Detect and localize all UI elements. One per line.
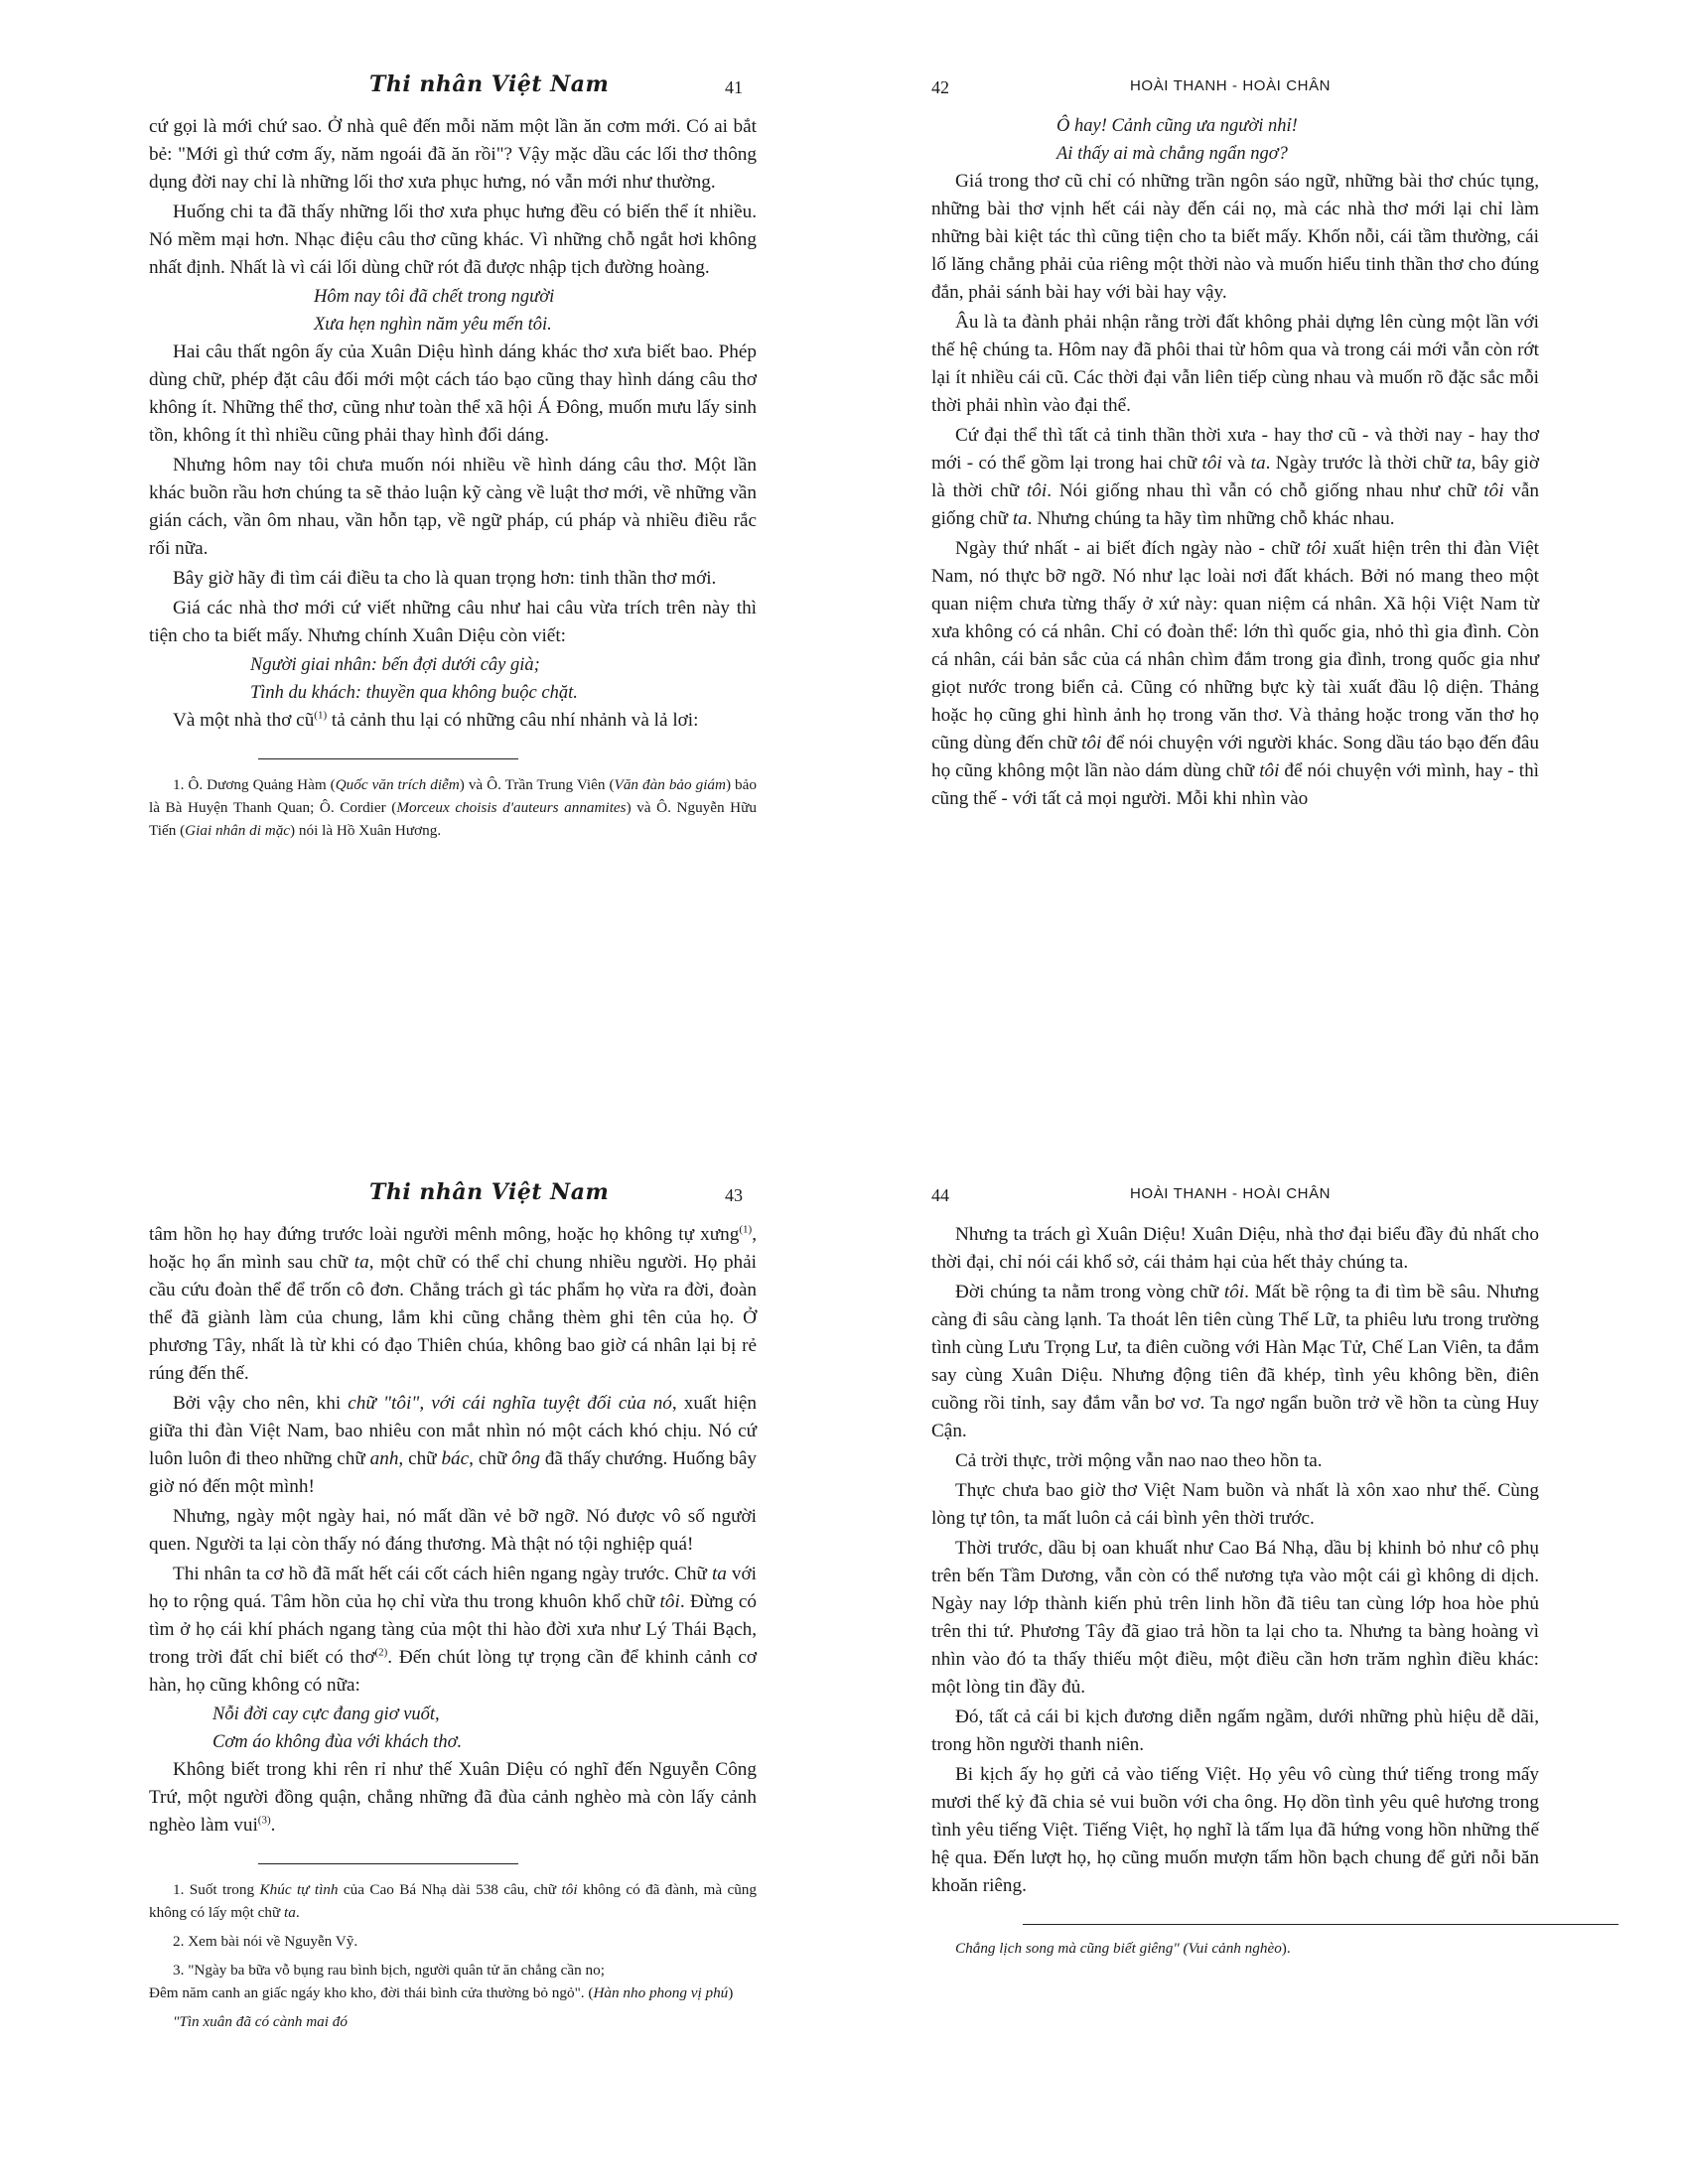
paragraph: cứ gọi là mới chứ sao. Ở nhà quê đến mỗi năm một lần ăn cơm mới. Có ai bắt bẻ: "Mới gì thứ cơm ấy, năm ngoái đã ăn rồi"? Vậy mặc dầu các lối thơ thông dụng đời nay chỉ là những lối thơ xưa phục hưng, nó vẫn mới như thường.: [149, 116, 757, 193]
running-header: [931, 1177, 1539, 1221]
verse-line: Tình du khách: thuyền qua không buộc chặt.: [250, 682, 578, 703]
footnote: "Tìn xuân đã có cành mai đó: [173, 2013, 348, 2030]
footnotes: [931, 1937, 1539, 1960]
verse-line: Xưa hẹn nghìn năm yêu mến tôi.: [314, 314, 552, 335]
footnote: 1. Suốt trong Khúc tự tình của Cao Bá Nhạ dài 538 câu, chữ tôi không có đã đành, mà cũng không có lấy một chữ ta.: [149, 1881, 757, 1921]
footnote-ref: (1): [314, 709, 328, 722]
footnote-ref: (1): [739, 1223, 753, 1236]
verse-line: Hôm nay tôi đã chết trong người: [314, 287, 555, 307]
paragraph: Nhưng hôm nay tôi chưa muốn nói nhiều về hình dáng câu thơ. Một lần khác buồn rầu hơn chúng ta sẽ thảo luận kỹ càng về luật thơ mới, về những vần gián cách, vần ôm nhau, vần hỗn tạp, về ngữ pháp, cú pháp và nhiều điều rắc rối nữa.: [149, 455, 757, 559]
verse-line: Người giai nhân: bến đợi dưới cây già;: [250, 655, 540, 675]
paragraph: Bởi vậy cho nên, khi chữ "tôi", với cái nghĩa tuyệt đối của nó, xuất hiện giữa thi đàn Việt Nam, bao nhiêu con mắt nhìn nó một cách khó chịu. Nó cứ luôn luôn đi theo những chữ anh, chữ bác, chữ ông đã thấy chướng. Huống bây giờ nó đến một mình!: [149, 1393, 757, 1497]
verse-line: Cơm áo không đùa với khách thơ.: [212, 1731, 463, 1752]
author-header: HOÀI THANH - HOÀI CHÂN: [1130, 77, 1332, 94]
paragraph: Hai câu thất ngôn ấy của Xuân Diệu hình dáng khác thơ xưa biết bao. Phép dùng chữ, phép đặt câu đối mới một cách táo bạo cũng thay hình dáng câu thơ không ít. Những thể thơ, cũng như toàn thể xã hội Á Đông, muốn mưu lấy sinh tồn, không ít thì nhiều cũng phải thay hình đổi dáng.: [149, 341, 757, 446]
page-body: [931, 113, 1539, 813]
paragraph: Nhưng, ngày một ngày hai, nó mất dần vẻ bỡ ngỡ. Nó được vô số người quen. Người ta lại còn thấy nó đáng thương. Mà thật nó tội nghiệp quá!: [149, 1506, 757, 1555]
footnote: 1. Ô. Dương Quảng Hàm (Quốc văn trích diễm) và Ô. Trần Trung Viên (Văn đàn bảo giám) bảo là Bà Huyện Thanh Quan; Ô. Cordier (Morceux choisis d'auteurs annamites) và Ô. Nguyễn Hữu Tiến (Giai nhân di mặc) nói là Hồ Xuân Hương.: [149, 776, 757, 839]
page-body: [931, 1221, 1539, 1900]
paragraph: Giá các nhà thơ mới cứ viết những câu như hai câu vừa trích trên này thì tiện cho ta biết mấy. Nhưng chính Xuân Diệu còn viết:: [149, 598, 757, 646]
footnote: 3. "Ngày ba bữa vỗ bụng rau bình bịch, người quân tử ăn chẳng cần no;: [173, 1962, 605, 1979]
paragraph: Ngày thứ nhất - ai biết đích ngày nào - chữ tôi xuất hiện trên thi đàn Việt Nam, nó thực bỡ ngỡ. Nó như lạc loài nơi đất khách. Bởi nó mang theo một quan niệm chưa từng thấy ở xứ này: quan niệm cá nhân. Xã hội Việt Nam từ xưa không có cá nhân. Chỉ có đoàn thể: lớn thì quốc gia, nhỏ thì gia đình. Còn cá nhân, cái bản sắc của cá nhân chìm đắm trong gia đình, trong quốc gia như giọt nước trong biển cả. Cũng có những bực kỳ tài xuất đầu lộ diện. Thảng hoặc họ cũng ghi hình ảnh họ trong văn thơ. Và thảng hoặc trong văn thơ họ cũng dùng đến chữ tôi để nói chuyện với người khác. Song dầu táo bạo đến đâu họ cũng không một lần nào dám dùng chữ tôi để nói chuyện với mình, hay - thì cũng thế - với tất cả mọi người. Mỗi khi nhìn vào: [931, 538, 1539, 809]
paragraph: Đời chúng ta nằm trong vòng chữ tôi. Mất bề rộng ta đi tìm bề sâu. Nhưng càng đi sâu càng lạnh. Ta thoát lên tiên cùng Thế Lữ, ta phiêu lưu trong trường tình cùng Lưu Trọng Lư, ta điên cuồng với Hàn Mạc Tử, Chế Lan Viên, ta đắm say cùng Xuân Diệu. Nhưng động tiên đã khép, tình yêu không bền, điên cuồng rồi tỉnh, say đắm vẫn bơ vơ. Ta ngơ ngẩn buồn trở về hồn ta cùng Huy Cận.: [931, 1282, 1539, 1441]
paragraph: Âu là ta đành phải nhận rằng trời đất không phải dựng lên cùng một lần với thế hệ chúng ta. Hôm nay đã phôi thai từ hôm qua và trong cái mới vẫn còn rớt lại ít nhiều cái cũ. Các thời đại vẫn liên tiếp cùng nhau và muốn rõ đặc sắc mỗi thời phải nhìn vào đại thể.: [931, 312, 1539, 416]
footnotes: [149, 773, 757, 842]
page-number: 44: [931, 1185, 949, 1205]
running-header: [149, 69, 757, 113]
footnote-ref: (2): [374, 1646, 388, 1659]
running-header: [931, 69, 1539, 113]
paragraph: Giá trong thơ cũ chỉ có những trần ngôn sáo ngữ, những bài thơ chúc tụng, những bài thơ vịnh hết cái này đến cái nọ, mà các nhà thơ mới lại chỉ làm những bài kiệt tác thì cũng tiện cho ta biết mấy. Khốn nỗi, cái tầm thường, cái lố lăng chẳng phải của riêng một thời nào và muốn hiểu tinh thần thơ cho đúng đắn, phải sánh bài hay với bài hay vậy.: [931, 171, 1539, 303]
running-header: [149, 1177, 757, 1221]
footnote: Chẳng lịch song mà cũng biết giêng" (Vui cảnh nghèo).: [955, 1940, 1291, 1957]
footnote-divider: [258, 758, 518, 759]
paragraph: Bây giờ hãy đi tìm cái điều ta cho là quan trọng hơn: tinh thần thơ mới.: [173, 568, 717, 589]
verse-line: Ô hay! Cảnh cũng ưa người nhỉ!: [1056, 116, 1298, 136]
page-number: 43: [725, 1185, 743, 1205]
paragraph: Nhưng ta trách gì Xuân Diệu! Xuân Diệu, nhà thơ đại biểu đầy đủ nhất cho thời đại, chỉ nói cái khổ sở, cái thảm hại của hết thảy chúng ta.: [931, 1224, 1539, 1273]
paragraph: tâm hồn họ hay đứng trước loài người mênh mông, hoặc họ không tự xưng$^{(1)}$, hoặc họ ẩn mình sau chữ ta, một chữ có thể chỉ chung nhiều người. Họ phải cầu cứu đoàn thể để trốn cô đơn. Chẳng trách gì tác phẩm họ vừa ra đời, đoàn thể đã giành làm của chung, lắm khi cũng chẳng thèm ghi tên của họ. Ở phương Tây, nhất là từ khi có đạo Thiên chúa, không bao giờ cá nhân lại bị rẻ rúng đến thế.: [149, 1223, 757, 1384]
page-43: [149, 1177, 757, 2170]
page-number: 41: [725, 77, 743, 97]
book-title: Thi nhân Việt Nam: [369, 1179, 610, 1205]
author-header: HOÀI THANH - HOÀI CHÂN: [1130, 1185, 1332, 1202]
paragraph: Bi kịch ấy họ gửi cả vào tiếng Việt. Họ yêu vô cùng thứ tiếng trong mấy mươi thế kỷ đã chia sẻ vui buồn với cha ông. Họ dồn tình yêu quê hương trong tình yêu tiếng Việt. Tiếng Việt, họ nghĩ là tấm lụa đã hứng vong hồn những thế hệ qua. Đến lượt họ, họ cũng muốn mượn tấm hồn bạch chung để gửi nỗi băn khoăn riêng.: [931, 1764, 1539, 1896]
paragraph: Cứ đại thể thì tất cả tinh thần thời xưa - hay thơ cũ - và thời nay - hay thơ mới - có thể gồm lại trong hai chữ tôi và ta. Ngày trước là thời chữ ta, bây giờ là thời chữ tôi. Nói giống nhau thì vẫn có chỗ giống nhau như chữ tôi vẫn giống chữ ta. Nhưng chúng ta hãy tìm những chỗ khác nhau.: [931, 425, 1539, 529]
page-42: [931, 69, 1539, 1062]
verse-line: Nỗi đời cay cực đang giơ vuốt,: [212, 1705, 440, 1724]
paragraph: Thực chưa bao giờ thơ Việt Nam buồn và nhất là xôn xao như thế. Cùng lòng tự tôn, ta mất luôn cả cái bình yên thời trước.: [931, 1480, 1539, 1529]
footnote-divider: [1023, 1924, 1618, 1925]
page-body: [149, 113, 757, 735]
footnote-ref: (3): [257, 1814, 271, 1827]
footnote: 2. Xem bài nói về Nguyễn Vỹ.: [173, 1933, 358, 1950]
page-body: [149, 1221, 757, 1840]
paragraph: Và một nhà thơ $cũ^{(1)}$ tả cảnh thu lại có những câu nhí nhảnh và lả lơi:: [173, 709, 699, 731]
paragraph: Thời trước, dầu bị oan khuất như Cao Bá Nhạ, dầu bị khinh bỏ như cô phụ trên bến Tầm Dương, vẫn còn có thể nương tựa vào một cái gì không di dịch. Ngày nay lớp thành kiến phủ trên linh hồn đã tiêu tan cùng lớp hoa hòe phủ trên thi tứ. Phương Tây đã giao trả hồn ta lại cho ta. Nhưng ta bàng hoàng vì nhìn vào đó ta thấy thiếu một điều, một điều cần hơn trăm nghìn điều khác: một lòng tin đầy đủ.: [931, 1538, 1539, 1698]
paragraph: Huống chi ta đã thấy những lối thơ xưa phục hưng đều có biến thể ít nhiều. Nó mềm mại hơn. Nhạc điệu câu thơ cũng khác. Vì những chỗ ngắt hơi không nhất định. Nhất là vì cái lối dùng chữ rót đã được nhập tịch đường hoàng.: [149, 202, 757, 278]
verse-line: Ai thấy ai mà chẳng ngẩn ngơ?: [1056, 143, 1288, 164]
footnotes: [149, 1878, 757, 2033]
page-44: [931, 1177, 1539, 2170]
page-number: 42: [931, 77, 949, 97]
paragraph: Thi nhân ta cơ hồ đã mất hết cái cốt cách hiên ngang ngày trước. Chữ ta với họ to rộng quá. Tâm hồn của họ chỉ vừa thu trong khuôn khổ chữ tôi. Đừng có tìm ở họ cái khí phách ngang tàng của một thi hào đời xưa như Lý Thái Bạch, trong trời đất chỉ biết có thơ$^{(2)}$. Đến chút lòng tự trọng cần để khinh cảnh cơ hàn, họ cũng không có nữa:: [149, 1564, 757, 1696]
paragraph: Không biết trong khi rên rỉ như thế Xuân Diệu có nghĩ đến Nguyễn Công Trứ, một người đồng quận, chẳng những đã đùa cảnh nghèo mà còn lấy cảnh nghèo làm vui$^{(3)}$.: [149, 1759, 757, 1836]
footnote-divider: [258, 1863, 518, 1864]
book-title: Thi nhân Việt Nam: [369, 71, 610, 97]
paragraph: Đó, tất cả cái bi kịch đương diễn ngấm ngầm, dưới những phù hiệu dễ dãi, trong hồn người thanh niên.: [931, 1706, 1539, 1755]
page-41: [149, 69, 757, 1062]
footnote: Đêm năm canh an giấc ngáy kho kho, đời thái bình cửa thường bỏ ngỏ". (Hàn nho phong vị phú): [149, 1984, 734, 2001]
paragraph: Cả trời thực, trời mộng vẫn nao nao theo hồn ta.: [955, 1450, 1323, 1471]
